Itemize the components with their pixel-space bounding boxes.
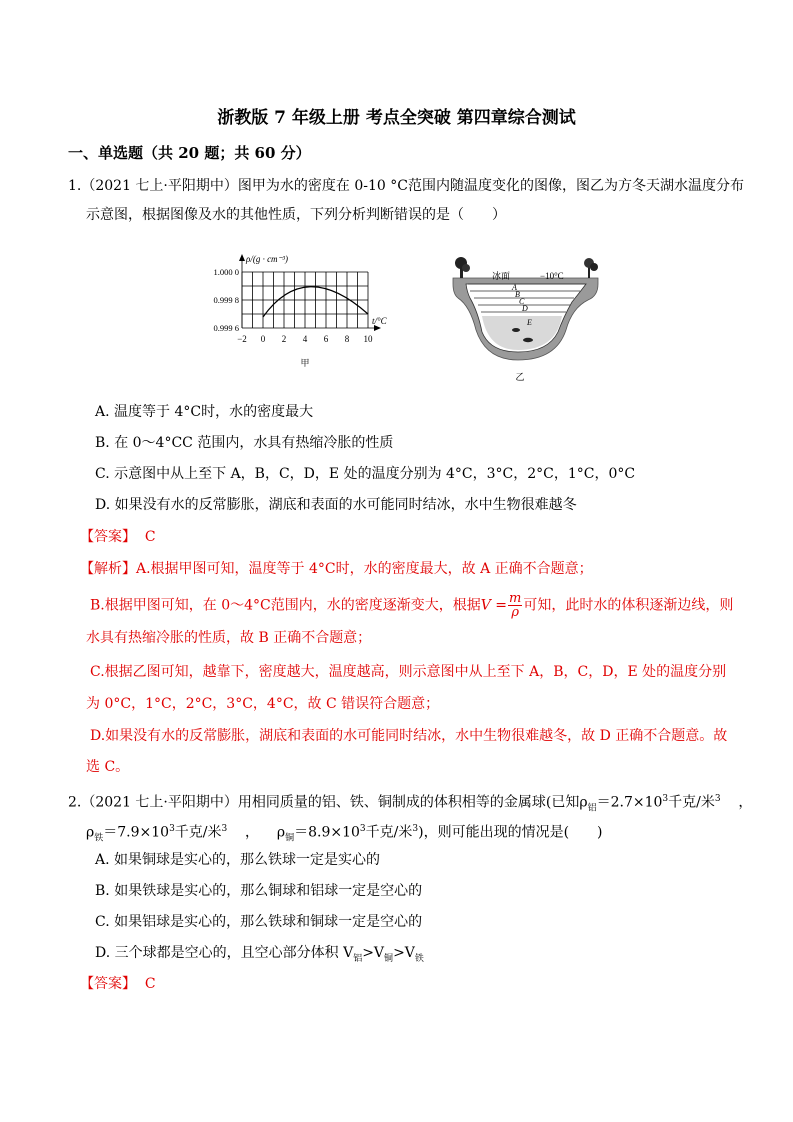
q2-option-c: C. 如果铝球是实心的，那么铁球和铜球一定是空心的 (95, 914, 423, 930)
q1-option-b: B. 在 0～4°CC 范围内，水具有热缩冷胀的性质 (95, 435, 394, 451)
answer-value: C (144, 976, 156, 992)
superscript: 3 (359, 824, 366, 834)
q1-option-c: C. 示意图中从上至下 A，B，C，D，E 处的温度分别为 4°C，3°C，2°C，1°C，0°C (95, 466, 636, 482)
q2-option-a: A. 如果铜球是实心的，那么铁球一定是实心的 (95, 852, 381, 868)
answer-tag: 【答案】 (80, 529, 136, 545)
subscript: 铜 (384, 953, 394, 964)
density-unit: 千克/米 (365, 824, 413, 841)
q2-stem-text: 2.（2021 七上·平阳期中）用相同质量的铝、铁、铜制成的体积相等的金属球(已知ρ (68, 794, 588, 811)
comparison: >V (393, 945, 415, 961)
density-unit: 千克/米 (174, 824, 222, 841)
layer-label: C (519, 297, 525, 306)
q1-analysis-b-line1 (90, 592, 733, 619)
q2-stem-end: )，则可能出现的情况是( ) (418, 824, 603, 841)
q2-answer (80, 974, 156, 994)
q1-stem-line1: 1.（2021 七上·平阳期中）图甲为水的密度在 0-10 °C范围内随温度变化的图像，图乙为方冬天湖水温度分布 (68, 178, 744, 194)
density-value: ＝2.7×10 (596, 794, 663, 811)
q1-analysis-d-line2: 选 C。 (86, 759, 130, 775)
density-temperature-graph (205, 248, 400, 378)
q1-analysis-c-line1: C.根据乙图可知，越靠下，密度越大，温度越高，则示意图中从上至下 A，B，C，D，E 处的温度分别 (90, 664, 727, 680)
q2-stem-line1: 2.（2021 七上·平阳期中）用相同质量的铝、铁、铜制成的体积相等的金属球(已知$\rho_铝=2.7\times 10^3$千克/米$^3$ ， (68, 794, 753, 814)
q1-answer (80, 527, 156, 547)
superscript: 3 (662, 794, 669, 804)
y-axis-label: ρ/(g · cm⁻³) (246, 254, 289, 264)
superscript: 3 (412, 824, 419, 834)
tree-icon (584, 258, 598, 278)
q1-option-d: D. 如果没有水的反常膨胀，湖底和表面的水可能同时结冰，水中生物很难越冬 (95, 497, 577, 513)
q1-analysis-d-line1: D.如果没有水的反常膨胀，湖底和表面的水可能同时结冰，水中生物很难越冬，故 D 正确不合题意。故 (90, 728, 728, 744)
superscript: 3 (714, 794, 721, 804)
analysis-tag: 【解析】 (80, 561, 136, 577)
q1-analysis-a (80, 559, 593, 579)
layer-label: B (515, 290, 520, 299)
formula-lhs: V = (480, 597, 508, 614)
x-tick: 4 (302, 334, 308, 344)
q2-option-b: B. 如果铁球是实心的，那么铜球和铝球一定是空心的 (95, 883, 423, 899)
x-axis-label: t/°C (372, 316, 387, 326)
layer-label: D (522, 304, 528, 313)
rho-symbol: ρ (276, 824, 286, 841)
subscript: 铜 (285, 833, 295, 844)
analysis-text: A.根据甲图可知，温度等于 4°C时，水的密度最大，故 A 正确不合题意； (136, 561, 593, 577)
x-tick: 6 (323, 334, 329, 344)
q2-stem-line2: $\rho_铁=7.9\times 10^3$千克/米$^3$ ， $\rho_铜=8.9\times 10^3$千克/米$^3$)，则可能出现的情况是( ) (86, 824, 603, 844)
analysis-text: 可知，此时水的体积逐渐边线，则 (523, 597, 734, 614)
page-title: 浙教版 7 年级上册 考点全突破 第四章综合测试 (217, 108, 576, 128)
lake-temperature-diagram (448, 250, 608, 385)
figure-caption: 乙 (515, 373, 525, 383)
ice-surface-label: 冰面 (492, 272, 511, 282)
subscript: 铝 (587, 803, 597, 814)
y-tick: 1.000 0 (213, 267, 239, 277)
formula-denominator: ρ (511, 605, 519, 620)
y-tick: 0.999 6 (213, 323, 239, 333)
layer-label: A (512, 283, 517, 292)
x-tick: 0 (260, 334, 266, 344)
q1-option-a: A. 温度等于 4°C时，水的密度最大 (95, 404, 314, 420)
rho-symbol: ρ (86, 824, 95, 841)
x-tick: 10 (363, 334, 373, 344)
y-axis-arrow-icon (239, 254, 245, 261)
subscript: 铝 (353, 953, 363, 964)
q1-analysis-c-line2: 为 0°C，1°C，2°C，3°C，4°C，故 C 错误符合题意； (86, 696, 440, 712)
section-heading: 一、单选题（共 20 题；共 60 分） (68, 144, 311, 162)
x-tick: 8 (344, 334, 350, 344)
comparison: >V (362, 945, 385, 961)
superscript: 3 (169, 824, 175, 834)
density-value: ＝8.9×10 (294, 824, 360, 841)
tree-icon (455, 257, 470, 278)
q1-stem-line2: 示意图，根据图像及水的其他性质，下列分析判断错误的是（ ） (86, 207, 506, 223)
formula-numerator: m (509, 591, 522, 606)
q1-analysis-b-line2: 水具有热缩冷胀的性质，故 B 正确不合题意； (86, 630, 372, 646)
analysis-text: B.根据甲图可知，在 0～4°C范围内，水的密度逐渐变大，根据 (90, 597, 481, 614)
subscript: 铁 (94, 833, 104, 844)
q2-option-d (95, 943, 424, 969)
x-tick: −2 (237, 334, 247, 344)
x-tick: 2 (281, 334, 287, 344)
answer-value: C (144, 529, 156, 545)
figure-caption: 甲 (300, 359, 310, 369)
y-tick: 0.999 8 (213, 295, 239, 305)
answer-tag: 【答案】 (80, 976, 136, 992)
superscript: 3 (221, 824, 228, 834)
formula-fraction (508, 592, 522, 619)
density-value: ＝7.9×10 (103, 824, 170, 841)
density-unit: 千克/米 (668, 794, 715, 811)
air-temperature-label: −10°C (540, 271, 564, 281)
option-text: D. 三个球都是空心的，且空心部分体积 V (95, 945, 354, 961)
subscript: 铁 (414, 953, 424, 964)
layer-label: E (527, 318, 532, 327)
